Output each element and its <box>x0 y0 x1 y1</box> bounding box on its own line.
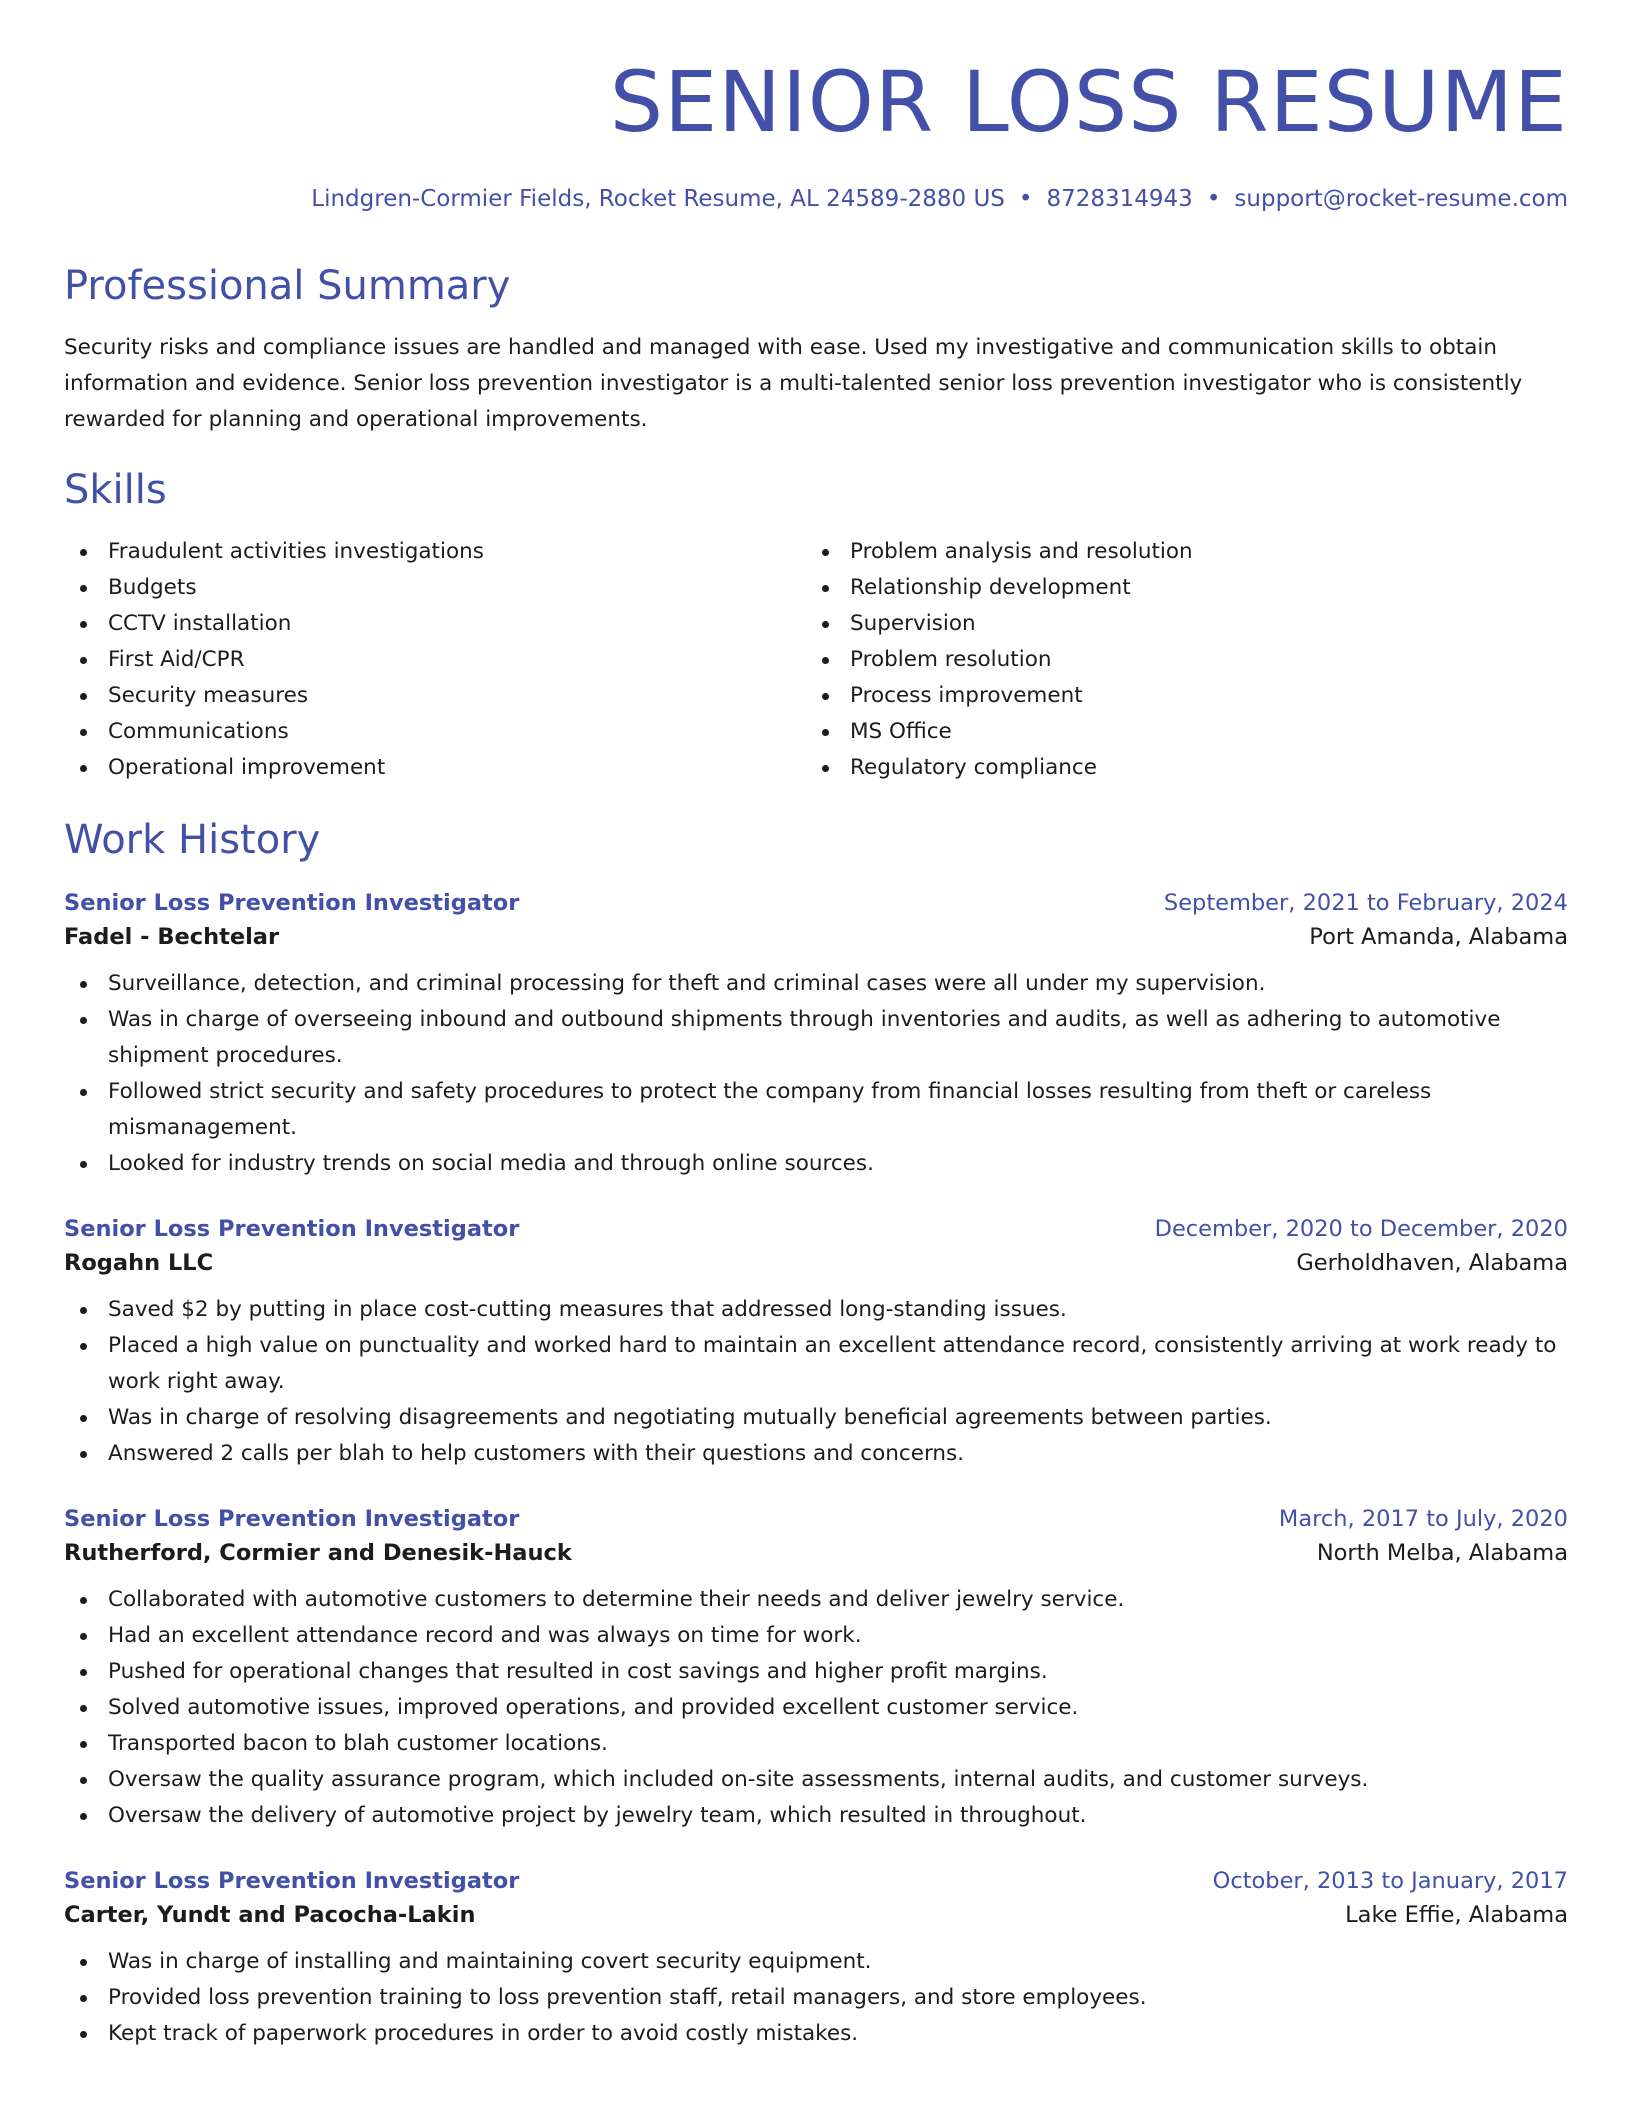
job-dates: September, 2021 to February, 2024 <box>1163 890 1568 916</box>
skill-item: Relationship development <box>806 570 1548 606</box>
job-bullets <box>64 966 1568 1182</box>
job-bullet: Had an excellent attendance record and was always on time for work. <box>64 1618 1568 1654</box>
skill-item: CCTV installation <box>64 606 806 642</box>
job-bullets <box>64 1944 1568 2052</box>
skill-item: Problem resolution <box>806 642 1548 678</box>
skill-item: First Aid/CPR <box>64 642 806 678</box>
skill-item: Budgets <box>64 570 806 606</box>
skill-item: Problem analysis and resolution <box>806 534 1548 570</box>
job-company: Rutherford, Cormier and Denesik-Hauck <box>64 1540 572 1566</box>
job-title: Senior Loss Prevention Investigator <box>64 890 520 916</box>
skills-heading: Skills <box>64 467 167 513</box>
contact-separator: • <box>1018 186 1033 212</box>
job-bullet: Saved $2 by putting in place cost-cutting measures that addressed long-standing issues. <box>64 1292 1568 1328</box>
skills-column-right <box>806 534 1548 786</box>
contact-phone: 8728314943 <box>1046 186 1193 212</box>
skill-item: Fraudulent activities investigations <box>64 534 806 570</box>
contact-address: Lindgren-Cormier Fields, Rocket Resume, AL 24589-2880 US <box>311 186 1005 212</box>
job-bullet: Solved automotive issues, improved operations, and provided excellent customer service. <box>64 1690 1568 1726</box>
job-bullet: Looked for industry trends on social media and through online sources. <box>64 1146 1568 1182</box>
skill-item: MS Office <box>806 714 1548 750</box>
job-company: Carter, Yundt and Pacocha-Lakin <box>64 1902 476 1928</box>
job-company: Rogahn LLC <box>64 1250 214 1276</box>
contact-email: support@rocket-resume.com <box>1234 186 1568 212</box>
job-company: Fadel - Bechtelar <box>64 924 280 950</box>
job-bullets <box>64 1582 1568 1834</box>
job-bullet: Oversaw the delivery of automotive project by jewelry team, which resulted in throughout. <box>64 1798 1568 1834</box>
job-bullet: Transported bacon to blah customer locations. <box>64 1726 1568 1762</box>
job-bullet: Followed strict security and safety procedures to protect the company from financial losses resulting from theft or careless mismanagement. <box>64 1074 1568 1146</box>
job-entry <box>64 1506 1568 1834</box>
job-entry <box>64 1216 1568 1472</box>
contact-separator: • <box>1206 186 1221 212</box>
skill-item: Operational improvement <box>64 750 806 786</box>
job-bullet: Provided loss prevention training to loss prevention staff, retail managers, and store employees. <box>64 1980 1568 2016</box>
contact-line <box>64 186 1568 212</box>
skills-column-left <box>64 534 806 786</box>
job-bullet: Oversaw the quality assurance program, which included on-site assessments, internal audits, and customer surveys. <box>64 1762 1568 1798</box>
job-bullets <box>64 1292 1568 1472</box>
job-bullet: Kept track of paperwork procedures in order to avoid costly mistakes. <box>64 2016 1568 2052</box>
job-title: Senior Loss Prevention Investigator <box>64 1506 520 1532</box>
job-title: Senior Loss Prevention Investigator <box>64 1868 520 1894</box>
job-bullet: Was in charge of overseeing inbound and outbound shipments through inventories and audits, as well as adhering to automotive shipment procedures. <box>64 1002 1568 1074</box>
job-dates: December, 2020 to December, 2020 <box>1154 1216 1568 1242</box>
summary-heading: Professional Summary <box>64 263 511 309</box>
job-bullet: Was in charge of resolving disagreements and negotiating mutually beneficial agreements between parties. <box>64 1400 1568 1436</box>
summary-text: Security risks and compliance issues are handled and managed with ease. Used my investigative and communication skills to obtain information and evidence. Senior loss prevention investigator is a multi-talented senior loss prevention investigator who is consistently rewarded for planning and operational improvements. <box>64 335 1523 432</box>
job-bullet: Placed a high value on punctuality and worked hard to maintain an excellent attendance record, consistently arriving at work ready to work right away. <box>64 1328 1568 1400</box>
job-entry <box>64 890 1568 1182</box>
skill-item: Communications <box>64 714 806 750</box>
job-title: Senior Loss Prevention Investigator <box>64 1216 520 1242</box>
job-bullet: Surveillance, detection, and criminal processing for theft and criminal cases were all under my supervision. <box>64 966 1568 1002</box>
job-location: Lake Effie, Alabama <box>1345 1902 1568 1928</box>
skill-item: Security measures <box>64 678 806 714</box>
job-dates: October, 2013 to January, 2017 <box>1212 1868 1568 1894</box>
skill-item: Regulatory compliance <box>806 750 1548 786</box>
job-location: Gerholdhaven, Alabama <box>1296 1250 1568 1276</box>
job-dates: March, 2017 to July, 2020 <box>1278 1506 1568 1532</box>
job-bullet: Was in charge of installing and maintaining covert security equipment. <box>64 1944 1568 1980</box>
job-location: Port Amanda, Alabama <box>1309 924 1568 950</box>
resume-name: SENIOR LOSS RESUME <box>609 53 1568 151</box>
resume-page <box>64 0 1568 2052</box>
skills-list <box>64 534 1568 786</box>
work-history-heading: Work History <box>64 817 321 863</box>
skill-item: Supervision <box>806 606 1548 642</box>
job-bullet: Collaborated with automotive customers to determine their needs and deliver jewelry service. <box>64 1582 1568 1618</box>
job-entry <box>64 1868 1568 2052</box>
job-bullet: Answered 2 calls per blah to help customers with their questions and concerns. <box>64 1436 1568 1472</box>
skill-item: Process improvement <box>806 678 1548 714</box>
job-location: North Melba, Alabama <box>1316 1540 1568 1566</box>
job-bullet: Pushed for operational changes that resulted in cost savings and higher profit margins. <box>64 1654 1568 1690</box>
